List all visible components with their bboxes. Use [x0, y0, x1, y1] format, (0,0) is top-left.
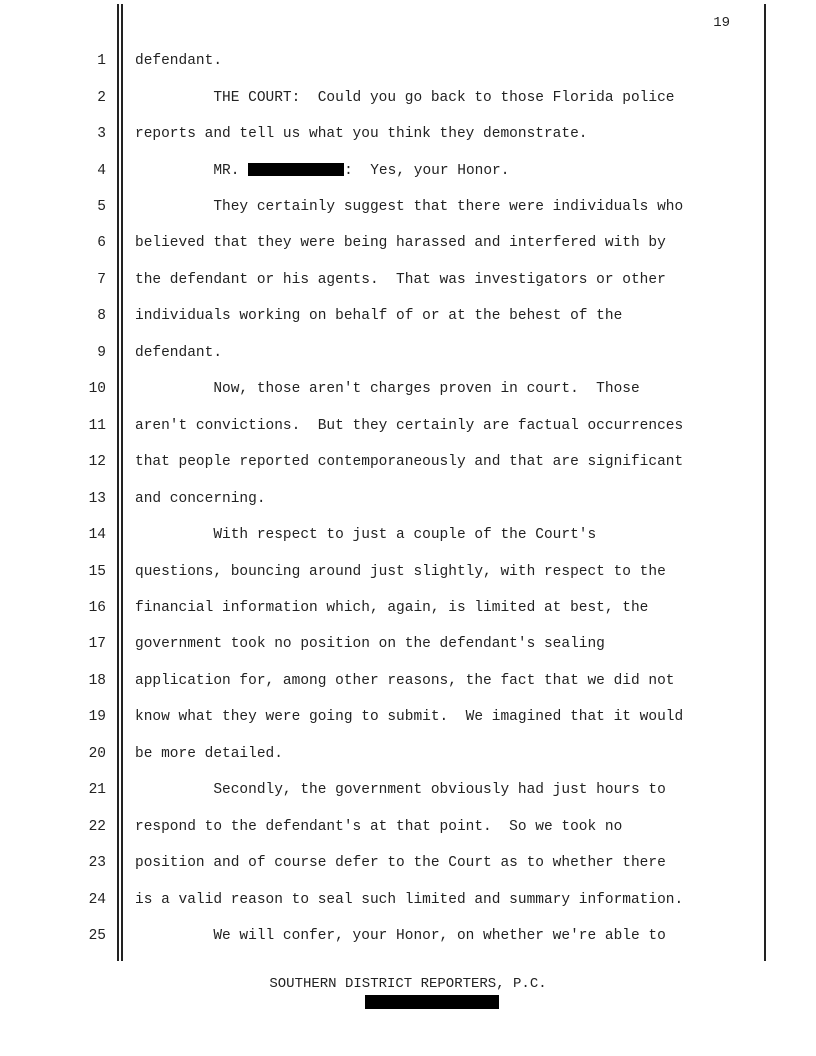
line-number: 16 — [88, 600, 106, 616]
line-number: 14 — [88, 527, 106, 543]
line-text: is a valid reason to seal such limited and summary information. — [135, 892, 684, 908]
line-number: 25 — [88, 928, 106, 944]
line-text: respond to the defendant's at that point. So we took no — [135, 819, 623, 835]
line-text: financial information which, again, is limited at best, the — [135, 600, 649, 616]
line-text: government took no position on the defendant's sealing — [135, 636, 605, 652]
line-number: 23 — [88, 855, 106, 871]
line-text: reports and tell us what you think they demonstrate. — [135, 126, 588, 142]
line-number: 13 — [88, 491, 106, 507]
line-text: application for, among other reasons, the fact that we did not — [135, 673, 675, 689]
line-number: 11 — [88, 418, 106, 434]
line-text — [135, 161, 509, 181]
line-number: 6 — [97, 235, 106, 251]
redaction-bar — [248, 163, 344, 176]
line-number: 18 — [88, 673, 106, 689]
line-text: that people reported contemporaneously and that are significant — [135, 454, 684, 470]
line-text: We will confer, your Honor, on whether we're able to — [135, 928, 666, 944]
right-margin-rule — [764, 4, 766, 961]
line-text: believed that they were being harassed and interfered with by — [135, 235, 666, 251]
line-number: 2 — [97, 90, 106, 106]
line-number: 17 — [88, 636, 106, 652]
line-text: questions, bouncing around just slightly, with respect to the — [135, 564, 666, 580]
line-text: and concerning. — [135, 491, 266, 507]
line-number: 4 — [97, 163, 106, 179]
line-text: defendant. — [135, 53, 223, 69]
line-number: 19 — [88, 709, 106, 725]
line-number: 7 — [97, 272, 106, 288]
line-text: defendant. — [135, 345, 223, 361]
line-number: 1 — [97, 53, 106, 69]
line-number: 24 — [88, 892, 106, 908]
reporter-footer: SOUTHERN DISTRICT REPORTERS, P.C. — [269, 976, 547, 992]
page-number: 19 — [713, 15, 730, 31]
line-text: position and of course defer to the Court as to whether there — [135, 855, 666, 871]
line-text: know what they were going to submit. We imagined that it would — [135, 709, 684, 725]
line-text: individuals working on behalf of or at the behest of the — [135, 308, 623, 324]
line-text: be more detailed. — [135, 746, 283, 762]
line-text: THE COURT: Could you go back to those Florida police — [135, 90, 675, 106]
line-text: Now, those aren't charges proven in court. Those — [135, 381, 640, 397]
speaker-remark: : Yes, your Honor. — [344, 163, 510, 179]
line-number: 21 — [88, 782, 106, 798]
line-number: 20 — [88, 746, 106, 762]
left-margin-rule-outer — [117, 4, 119, 961]
line-number: 22 — [88, 819, 106, 835]
line-text: Secondly, the government obviously had just hours to — [135, 782, 666, 798]
line-number: 10 — [88, 381, 106, 397]
line-number: 8 — [97, 308, 106, 324]
left-margin-rule-inner — [121, 4, 123, 961]
line-number: 5 — [97, 199, 106, 215]
speaker-prefix: MR. — [135, 163, 249, 179]
line-text: the defendant or his agents. That was investigators or other — [135, 272, 666, 288]
line-number: 12 — [88, 454, 106, 470]
line-number: 3 — [97, 126, 106, 142]
line-text: They certainly suggest that there were individuals who — [135, 199, 684, 215]
line-text: aren't convictions. But they certainly are factual occurrences — [135, 418, 684, 434]
line-number: 9 — [97, 345, 106, 361]
footer-redaction-bar — [365, 995, 499, 1009]
line-number: 15 — [88, 564, 106, 580]
line-text: With respect to just a couple of the Court's — [135, 527, 597, 543]
